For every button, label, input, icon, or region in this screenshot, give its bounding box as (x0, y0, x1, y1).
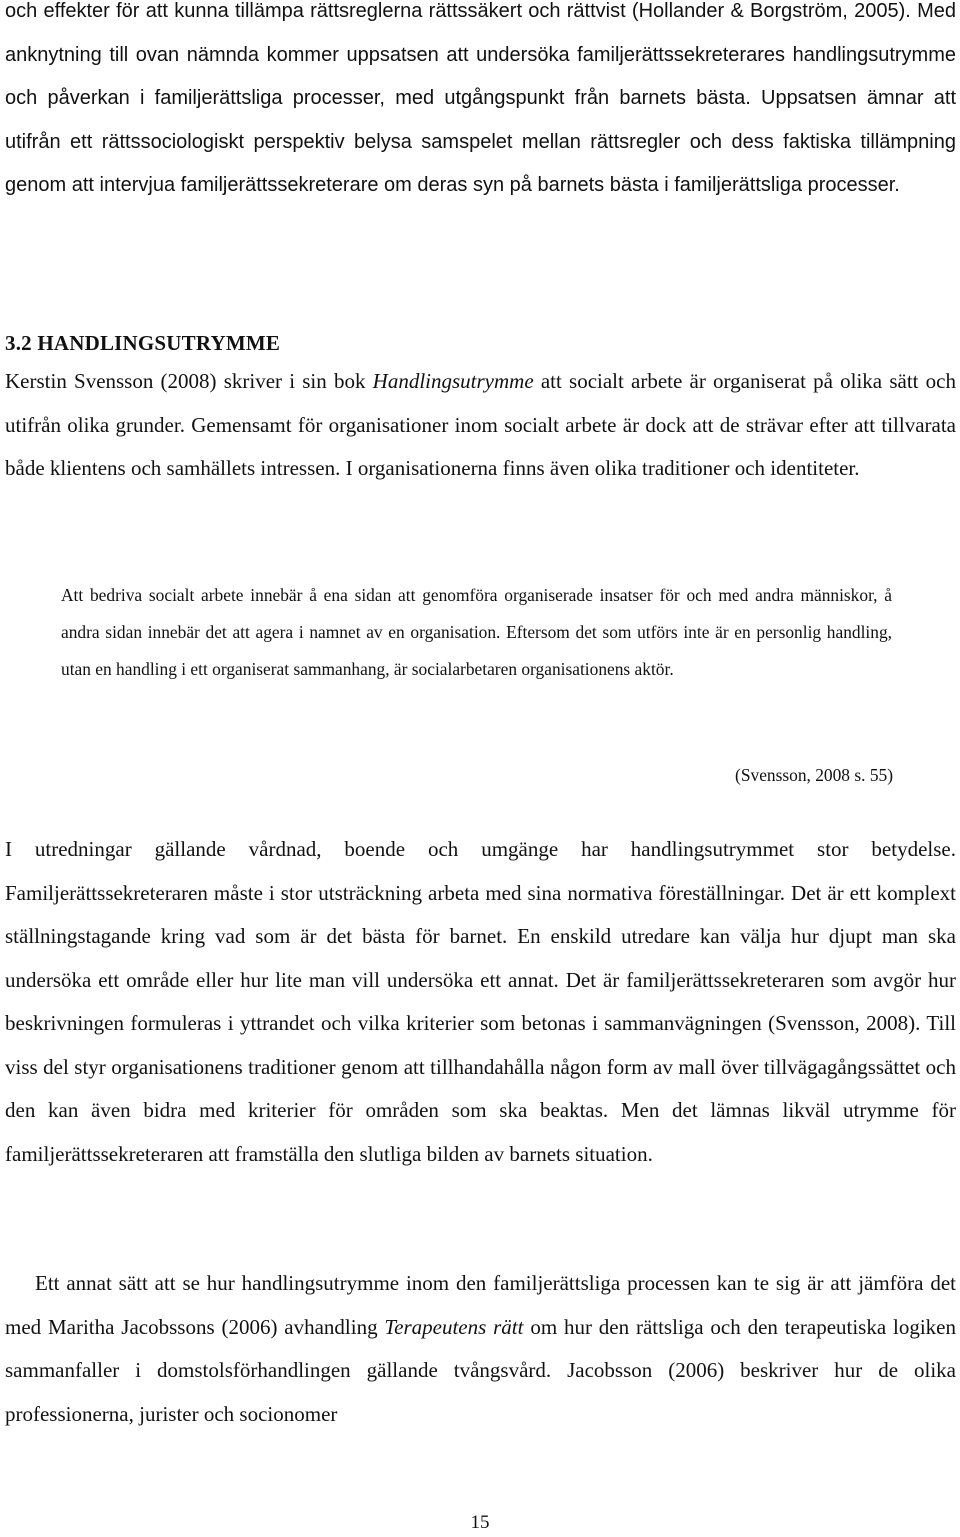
paragraph-text-before-title: Kerstin Svensson (2008) skriver i sin bok (5, 369, 373, 393)
body-paragraph-jacobsson (5, 1262, 956, 1436)
work-title: Terapeutens rätt (384, 1314, 524, 1339)
quote-citation: (Svensson, 2008 s. 55) (735, 765, 893, 785)
block-quote: Att bedriva socialt arbete innebär å ena sidan att genomföra organiserade insatser för och med andra människor, å andra sidan innebär det att agera i namnet av en organisation. Eftersom det som utförs inte är en personlig handling, utan en handling i ett organiserat sammanhang, är socialarbetaren organisationens aktör. (61, 585, 892, 679)
body-paragraph-utredningar: I utredningar gällande vårdnad, boende och umgänge har handlingsutrymmet stor betydelse. Familjerättssekreteraren måste i stor utsträckning arbeta med sina normativa föreställningar. Det är ett komplext ställningstagande kring vad som är det bästa för barnet. En enskild utredare kan välja hur djupt man ska undersöka ett område eller hur lite man vill undersöka ett annat. Det är familjerättssekreteraren som avgör hur beskrivningen formuleras i yttrandet och vilka kriterier som betonas i sammanvägningen (Svensson, 2008). Till viss del styr organisationens traditioner genom att tillhandahålla någon form av mall över tillvägagångssättet och den kan även bidra med kriterier för områden som ska beaktas. Men det lämnas likväl utrymme för familjerättssekreteraren att framställa den slutliga bilden av barnets situation. (5, 837, 956, 1166)
paragraph-text-before-title: Ett annat sätt att se hur handlingsutrymme inom den familjerättsliga processen kan te sig är att jämföra det med Maritha Jacobssons (2006) avhandling (5, 1271, 956, 1339)
page-number: 15 (470, 1512, 490, 1533)
body-paragraph-intro: och effekter för att kunna tillämpa rättsreglerna rättssäkert och rättvist (Hollander & Borgström, 2005). Med anknytning till ovan nämnda kommer uppsatsen att undersöka familjerättssekreterares handlingsutrymme och påverkan i familjerättsliga processer, med utgångspunkt från barnets bästa. Uppsatsen ämnar att utifrån ett rättssociologiskt perspektiv belysa samspelet mellan rättsregler och dess faktiska tillämpning genom att intervjua familjerättssekreterare om deras syn på barnets bästa i familjerättsliga processer. (5, 0, 956, 196)
paragraph-text-after-title: om hur den rättsliga och den terapeutiska logiken sammanfaller i domstolsförhandlingen gällande tvångsvård. Jacobsson (2006) beskriver hur de olika professionerna, jurister och socionomer (5, 1314, 956, 1426)
book-title: Handlingsutrymme (372, 369, 534, 393)
section-heading (5, 328, 280, 358)
paragraph-text-after-title: att socialt arbete är organiserat på olika sätt och utifrån olika grunder. Gemensamt för organisationer inom socialt arbete är dock att de strävar efter att tillvarata både klientens och samhällets intressen. I organisationerna finns även olika traditioner och identiteter. (5, 369, 956, 480)
section-title: HANDLINGSUTRYMME (37, 331, 281, 355)
body-paragraph-handlingsutrymme (5, 360, 956, 491)
section-number: 3.2 (5, 331, 32, 355)
